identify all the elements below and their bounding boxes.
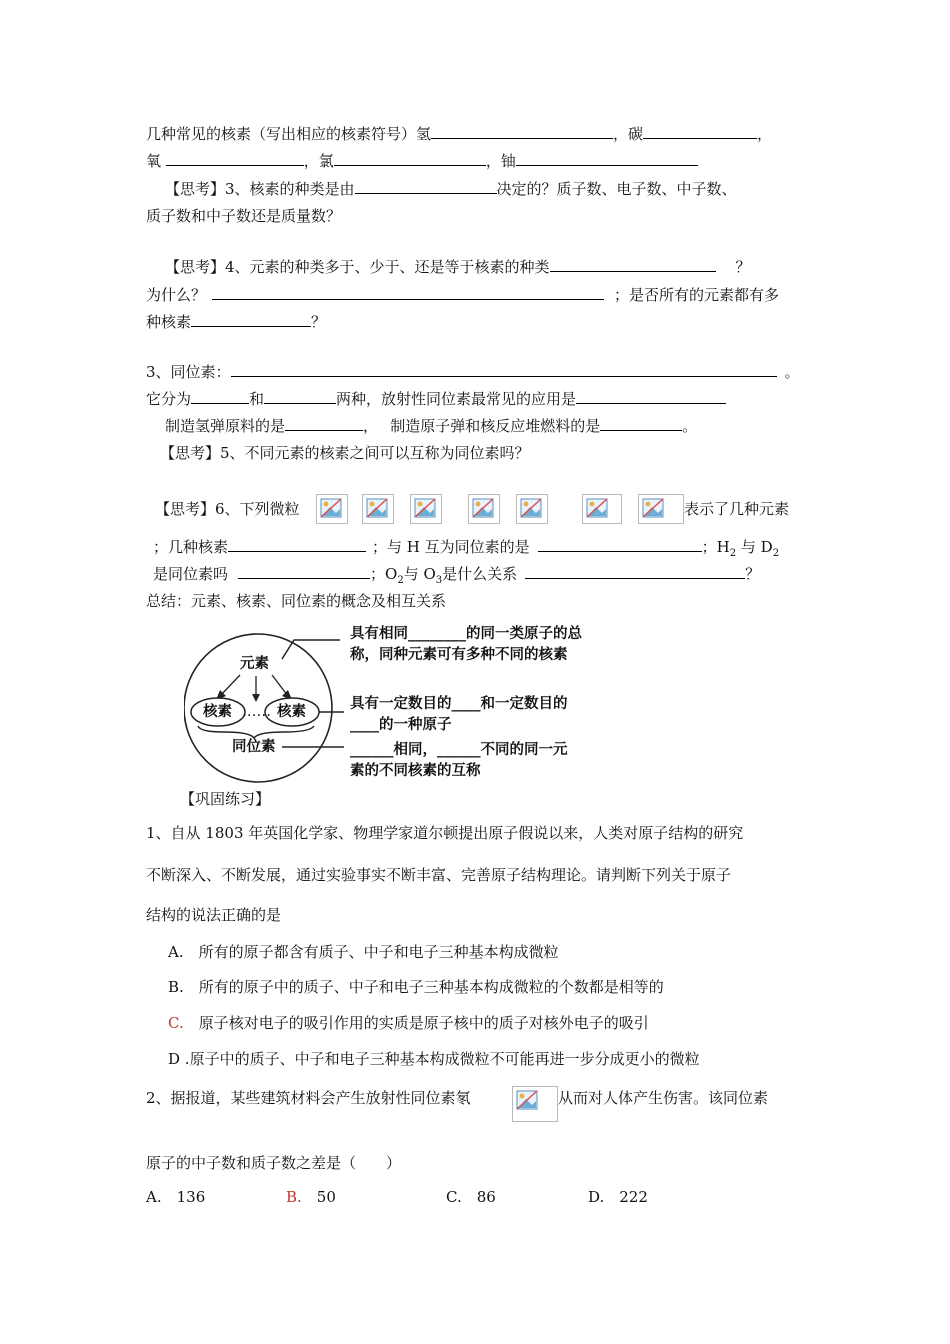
blank-o2-o3[interactable]: [525, 563, 745, 579]
q2-line-1: 2、据报道，某些建筑材料会产生放射性同位素氡: [146, 1089, 471, 1107]
q2-line-1-end: 从而对人体产生伤害。该同位素: [558, 1089, 769, 1107]
blank-isotope-kind-1[interactable]: [191, 388, 249, 404]
broken-image-icon: [472, 498, 494, 518]
diagram-text-3a: ______相同，______不同的同一元: [350, 742, 568, 758]
q1-option-a[interactable]: A. 所有的原子都含有质子、中子和电子三种基本构成微粒: [168, 943, 559, 961]
blank-nuclide-count[interactable]: [228, 536, 366, 552]
particle-image-3: [410, 494, 442, 524]
nuclide-line-2: 氧 ，氯 ，铀: [146, 150, 698, 172]
q2-option-a[interactable]: A. 136: [146, 1188, 206, 1206]
blank-h2-d2[interactable]: [238, 563, 370, 579]
summary-title: 总结：元素、核素、同位素的概念及相互关系: [146, 592, 447, 610]
broken-image-icon: [320, 498, 342, 518]
particle-image-1: [316, 494, 348, 524]
q1-line-1: 1、自从 1803 年英国化学家、物理学家道尔顿提出原子假说以来，人类对原子结构的研究: [146, 824, 744, 842]
diagram-nuclide-right: 核素: [277, 704, 306, 720]
isotope-line-2: 它分为 和 两种，放射性同位素最常见的应用是: [146, 388, 726, 410]
q1-option-c[interactable]: C. 原子核对电子的吸引作用的实质是原子核中的质子对核外电子的吸引: [168, 1014, 649, 1032]
diagram-dots: ……: [242, 704, 271, 720]
think4-line-1: 【思考】4、元素的种类多于、少于、还是等于核素的种类 ？: [165, 258, 751, 276]
particle-image-7: [638, 494, 684, 524]
blank-think4-a[interactable]: [550, 256, 716, 272]
think5: 【思考】5、不同元素的核素之间可以互称为同位素吗？: [160, 444, 530, 462]
blank-think4-why[interactable]: [212, 284, 604, 300]
think3-line-2: 质子数和中子数还是质量数？: [146, 207, 342, 225]
blank-hbomb[interactable]: [285, 415, 363, 431]
q2-line-2: 原子的中子数和质子数之差是（ ）: [146, 1154, 402, 1172]
particle-image-6: [582, 494, 622, 524]
broken-image-icon: [366, 498, 388, 518]
think6-line-1: 【思考】6、下列微粒: [155, 500, 300, 518]
blank-isotope-kind-2[interactable]: [264, 388, 336, 404]
blank-think4-c[interactable]: [191, 311, 311, 327]
blank-uranium[interactable]: [516, 150, 698, 166]
particle-image-5: [516, 494, 548, 524]
broken-image-icon: [586, 498, 608, 518]
blank-isotope-def[interactable]: [231, 361, 777, 377]
think6-line-1-end: 表示了几种元素: [684, 500, 790, 518]
diagram-text-2b: ____的一种原子: [350, 717, 452, 733]
practice-title: 【巩固练习】: [180, 790, 271, 808]
particle-image-4: [468, 494, 500, 524]
diagram-text-3b: 素的不同核素的互称: [350, 763, 481, 779]
nuclide-line-1: 几种常见的核素（写出相应的核素符号）氢 ，碳 ，: [146, 125, 773, 143]
diagram-text-1a: 具有相同________的同一类原子的总: [350, 626, 582, 642]
q1-option-d[interactable]: D .原子中的质子、中子和电子三种基本构成微粒不可能再进一步分成更小的微粒: [168, 1050, 700, 1068]
broken-image-icon: [642, 498, 664, 518]
diagram-isotope-label: 同位素: [232, 739, 276, 755]
q1-option-b[interactable]: B. 所有的原子中的质子、中子和电子三种基本构成微粒的个数都是相等的: [168, 978, 664, 996]
blank-isotope-use[interactable]: [576, 388, 726, 404]
particle-image-2: [362, 494, 394, 524]
diagram-text-2a: 具有一定数目的____和一定数目的: [350, 696, 568, 712]
blank-h-isotope[interactable]: [538, 536, 702, 552]
think6-line-2: ；几种核素 ；与 H 互为同位素的是 ；$H_2$ 与 $D_2$: [153, 538, 780, 559]
think4-line-2: 为什么？ ；是否所有的元素都有多: [146, 286, 780, 304]
diagram-nuclide-left: 核素: [203, 704, 232, 720]
q1-line-3: 结构的说法正确的是: [146, 906, 282, 924]
broken-image-icon: [516, 1090, 538, 1110]
broken-image-icon: [414, 498, 436, 518]
think4-line-3: 种核素 ？: [146, 313, 327, 331]
blank-hydrogen[interactable]: [431, 123, 613, 139]
diagram-element-label: 元素: [240, 656, 269, 672]
q1-option-c-letter: C.: [168, 1014, 184, 1032]
blank-chlorine[interactable]: [334, 150, 486, 166]
q2-option-b-letter: B.: [286, 1188, 302, 1206]
diagram-text-1b: 称，同种元素可有多种不同的核素: [350, 647, 568, 663]
isotope-line-3: 制造氢弹原料的是 ， 制造原子弹和核反应堆燃料的是 。: [165, 417, 698, 435]
q2-option-d[interactable]: D. 222: [588, 1188, 648, 1206]
concept-diagram: [184, 626, 654, 796]
q2-option-c[interactable]: C. 86: [446, 1188, 496, 1206]
blank-oxygen[interactable]: [166, 150, 304, 166]
isotope-line-1: 3、同位素： 。: [146, 363, 800, 381]
broken-image-icon: [520, 498, 542, 518]
blank-think3[interactable]: [355, 178, 497, 194]
radon-image: [512, 1086, 558, 1122]
q2-option-b[interactable]: B. 50: [286, 1188, 336, 1206]
blank-abomb[interactable]: [600, 415, 682, 431]
think6-line-3: 是同位素吗 ；$O_2$与 $O_3$是什么关系 ？: [153, 565, 761, 586]
blank-carbon[interactable]: [643, 123, 757, 139]
think3-line-1: 【思考】3、核素的种类是由 决定的？质子数、电子数、中子数、: [165, 180, 737, 198]
q1-line-2: 不断深入、不断发展，通过实验事实不断丰富、完善原子结构理论。请判断下列关于原子: [146, 866, 732, 884]
